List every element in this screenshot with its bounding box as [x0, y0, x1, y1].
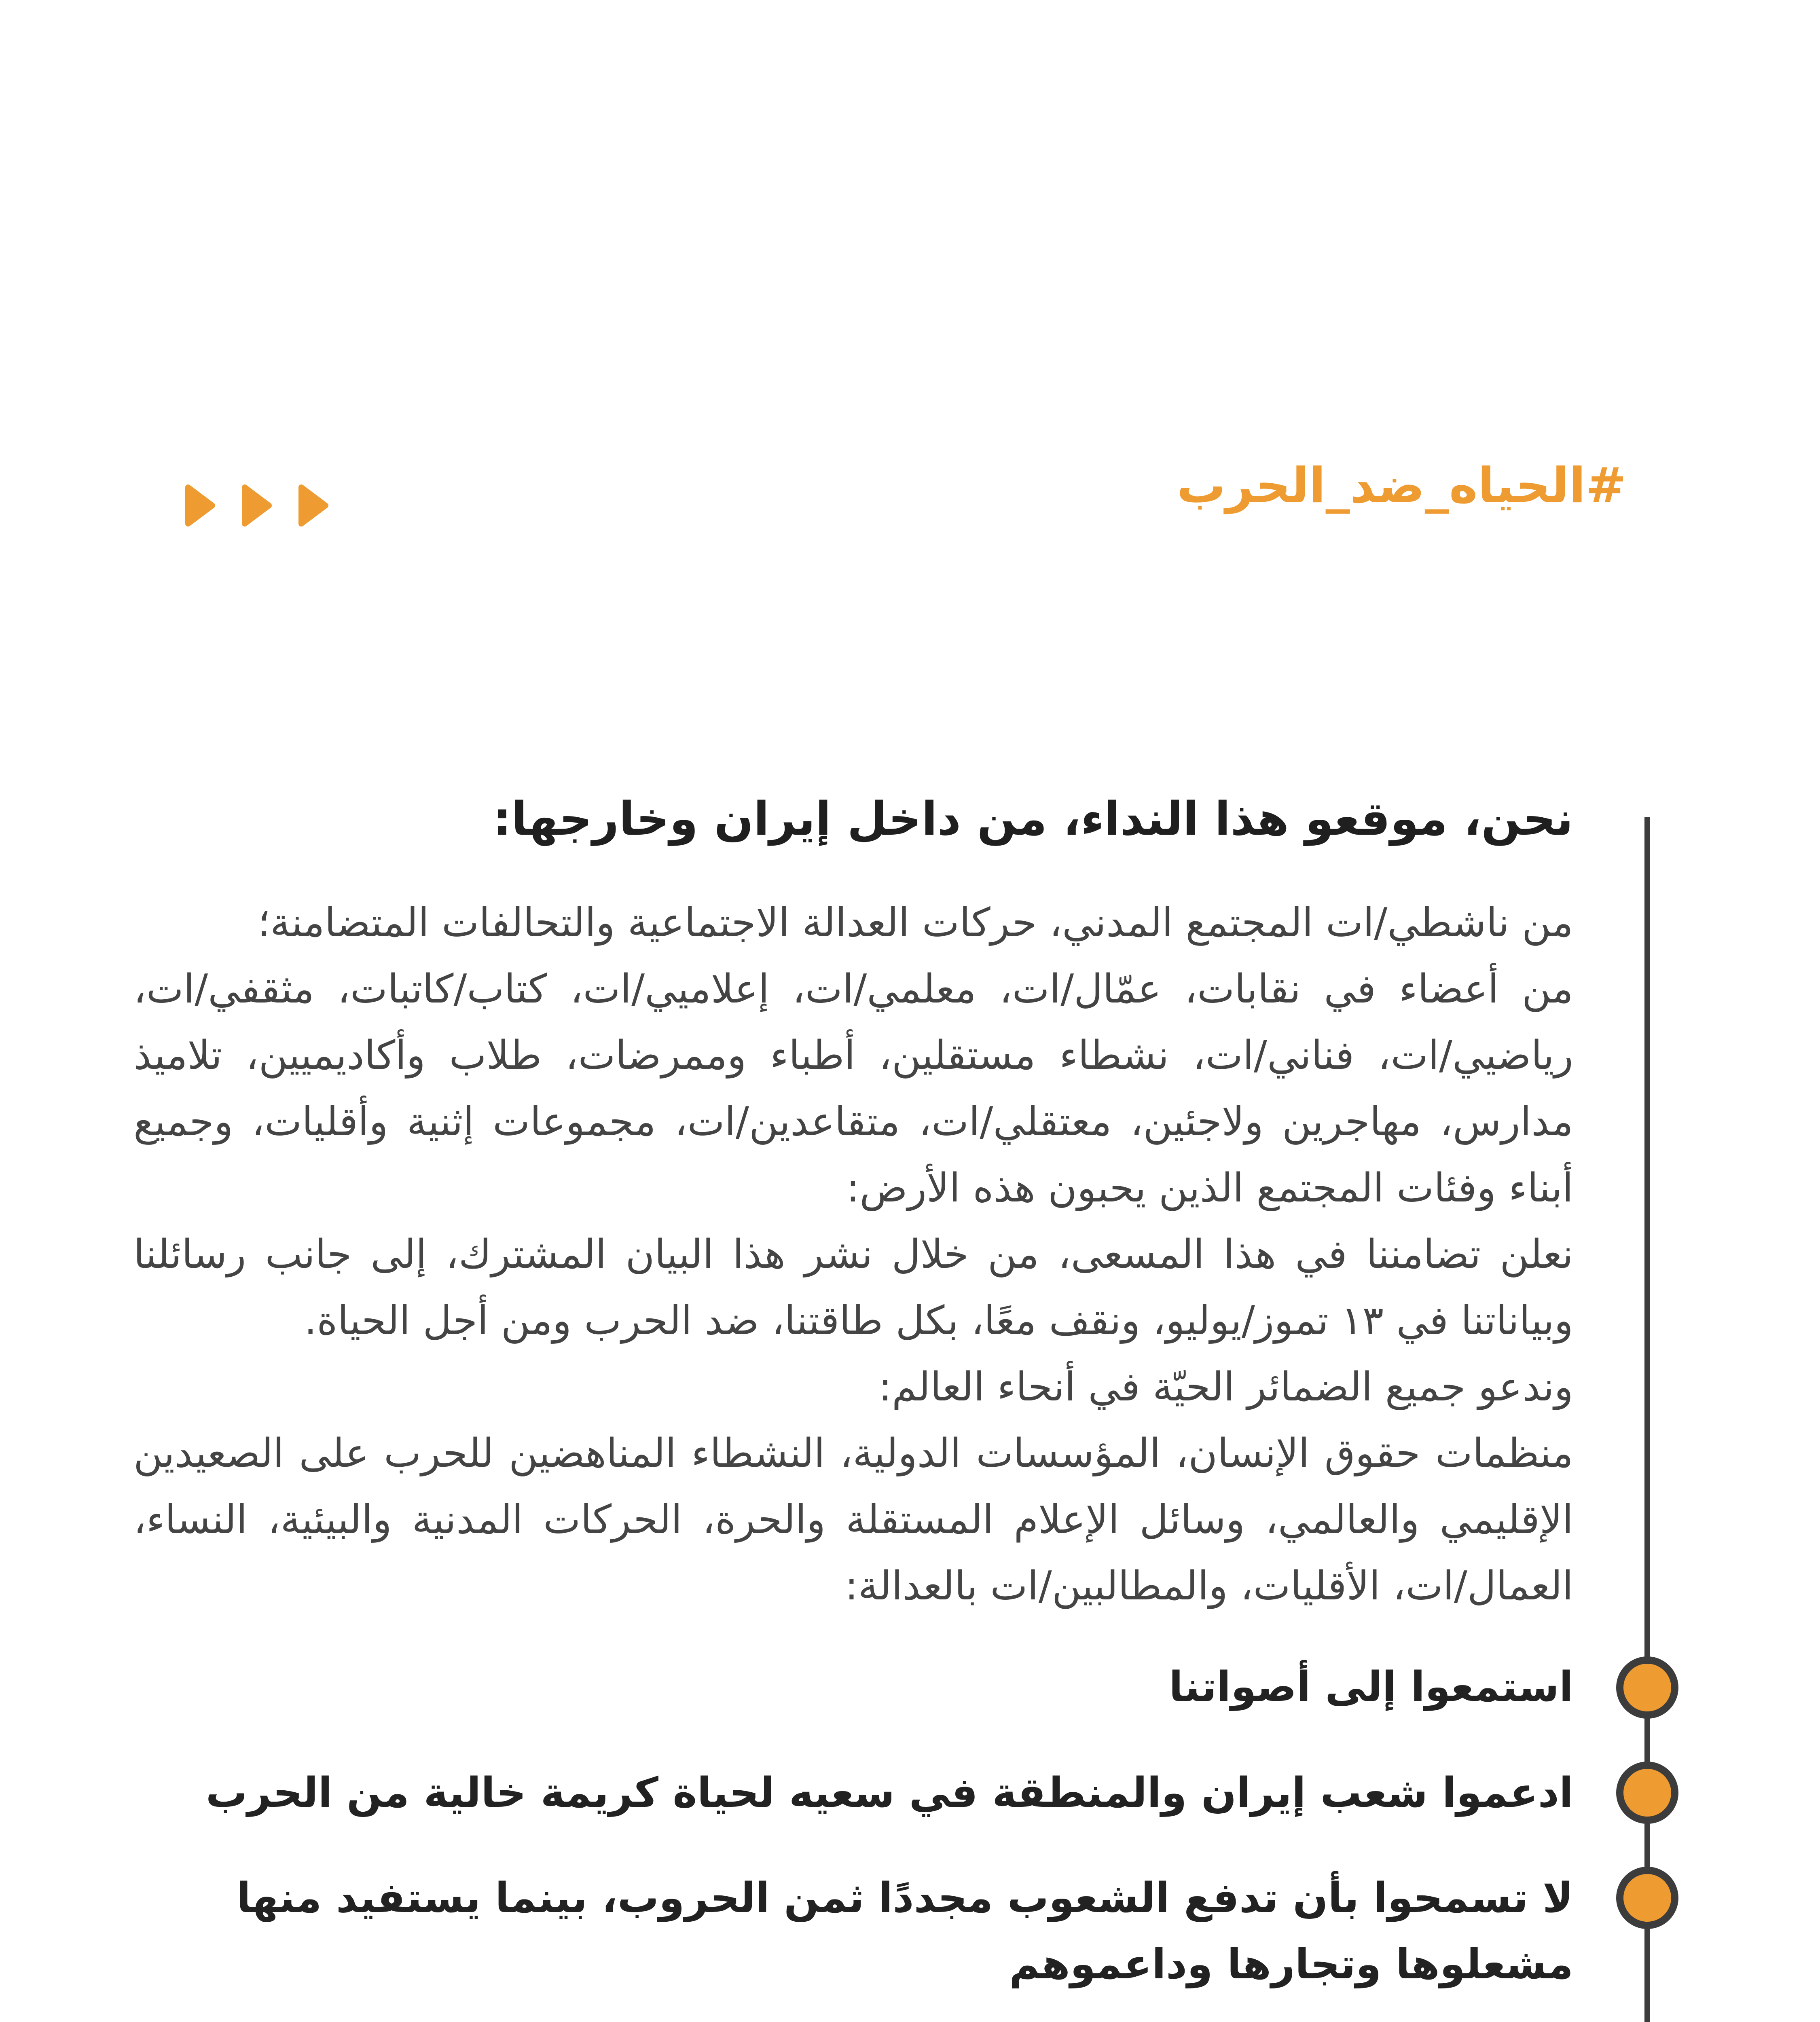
demand-3: لا تسمحوا بأن تدفع الشعوب مجددًا ثمن الحروب، بينما يستفيد منها مشعلوها وتجارها وداعموهم	[237, 1874, 1573, 1988]
timeline-vertical-line	[1644, 817, 1650, 2022]
header-hashtag: #الحياه_ضد_الحرب	[1177, 458, 1626, 514]
paragraph-4: وندعو جميع الضمائر الحيّة في أنحاء العالم:	[878, 1364, 1573, 1410]
demand-1: استمعوا إلى أصواتنا	[1169, 1663, 1573, 1711]
timeline-dot-icon	[1616, 1867, 1678, 1929]
arrow-2-icon	[245, 487, 269, 524]
demand-2: ادعموا شعب إيران والمنطقة في سعيه لحياة كريمة خالية من الحرب	[205, 1769, 1573, 1817]
statement-body	[133, 890, 1573, 1619]
statement-heading: نحن، موقعو هذا النداء، من داخل إيران وخارجها:	[493, 792, 1573, 846]
play-arrows-icon	[184, 481, 338, 530]
timeline-dot-icon	[1616, 1762, 1678, 1824]
timeline-dot-icon	[1616, 1656, 1678, 1719]
arrow-1-icon	[188, 487, 212, 524]
paragraph-5: منظمات حقوق الإنسان، المؤسسات الدولية، النشطاء المناهضين للحرب على الصعيدين الإقليمي والعالمي، وسائل الإعلام المستقلة والحرة، الحركات المدنية والبيئية، النساء، العمال/ات، الأقليات، والمطالبين/ات بالعدالة:	[133, 1430, 1573, 1609]
arrow-3-icon	[301, 487, 326, 524]
paragraph-3: نعلن تضامننا في هذا المسعى، من خلال نشر هذا البيان المشترك، إلى جانب رسائلنا وبياناتنا في ١٣ تموز/يوليو، ونقف معًا، بكل طاقتنا، ضد الحرب ومن أجل الحياة.	[133, 1231, 1573, 1344]
paragraph-1: من ناشطي/ات المجتمع المدني، حركات العدالة الاجتماعية والتحالفات المتضامنة؛	[257, 900, 1573, 946]
paragraph-2: من أعضاء في نقابات، عمّال/ات، معلمي/ات، إعلاميي/ات، كتاب/كاتبات، مثقفي/ات، رياضيي/ات، فناني/ات، نشطاء مستقلين، أطباء وممرضات، طلاب وأكاديميين، تلاميذ مدارس، مهاجرين ولاجئين، معتقلي/ات، متقاعدين/ات، مجموعات إثنية وأقليات، وجميع أبناء وفئات المجتمع الذين يحبون هذه الأرض:	[133, 966, 1573, 1211]
